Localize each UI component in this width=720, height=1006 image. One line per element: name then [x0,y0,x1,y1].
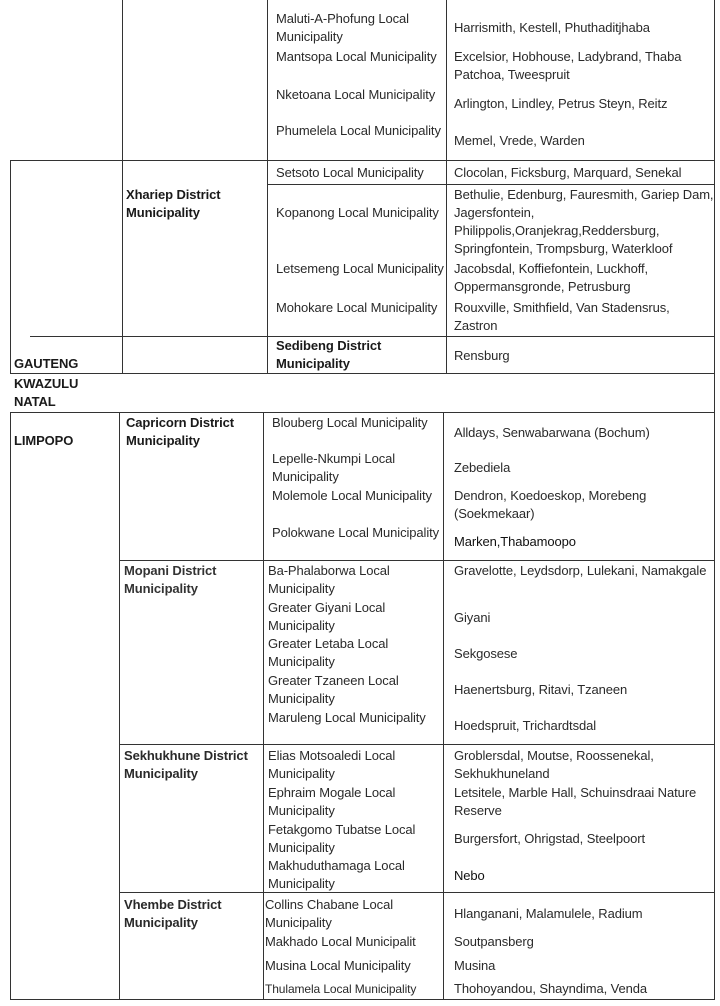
town-list: Rouxville, Smithfield, Van Stadensrus, Zastron [454,300,670,333]
row-divider [120,560,715,561]
province-name: LIMPOPO [14,433,74,448]
municipality-name: Musina Local Municipality [265,958,411,973]
district-name: Sekhukhune District Municipality [124,748,248,781]
municipality-name: Fetakgomo Tubatse Local Municipality [268,822,416,855]
town-list: Harrismith, Kestell, Phuthaditjhaba [454,20,650,35]
col-divider [267,0,268,373]
municipality-name: Letsemeng Local Municipality [276,261,444,276]
district-name: Capricorn District Municipality [126,415,235,448]
row-divider [10,412,715,413]
town-list: Zebediela [454,460,511,475]
municipality-name: Phumelela Local Municipality [276,123,441,138]
town-list: Memel, Vrede, Warden [454,133,585,148]
town-list: Jacobsdal, Koffiefontein, Luckhoff, Oppermansgronde, Petrusburg [454,261,649,294]
town-list: Clocolan, Ficksburg, Marquard, Senekal [454,165,682,180]
town-list: Bethulie, Edenburg, Fauresmith, Gariep Dam, Jagersfontein, Philippolis,Oranjekrag,Reddersburg, Springfontein, Trompsburg, Waterkloof [454,187,714,256]
municipality-name: Greater Letaba Local Municipality [268,636,389,669]
municipality-name: Kopanong Local Municipality [276,205,439,220]
town-list: Groblersdal, Moutse, Roossenekal, Sekhukhuneland [454,748,654,781]
town-list: Gravelotte, Leydsdorp, Lulekani, Namakgale [454,563,707,578]
municipality-name: Lepelle-Nkumpi Local Municipality [272,451,396,484]
municipality-name: Thulamela Local Municipality [265,982,417,996]
province-name: KWAZULU NATAL [14,376,79,409]
municipality-name: Setsoto Local Municipality [276,165,424,180]
municipality-name: Makhado Local Municipalit [265,934,416,949]
row-divider [120,744,715,745]
municipality-name: Mantsopa Local Municipality [276,49,437,64]
municipality-name: Elias Motsoaledi Local Municipality [268,748,396,781]
municipality-name: Greater Tzaneen Local Municipality [268,673,399,706]
municipality-name: Mohokare Local Municipality [276,300,438,315]
municipality-name: Ephraim Mogale Local Municipality [268,785,396,818]
municipality-name: Maluti-A-Phofung Local Municipality [276,11,409,44]
town-list: Marken,Thabamoopo [454,534,576,549]
town-list: Arlington, Lindley, Petrus Steyn, Reitz [454,96,668,111]
row-divider [10,373,715,374]
row-divider [268,184,715,185]
municipality-name: Blouberg Local Municipality [272,415,428,430]
row-divider [10,999,715,1000]
town-list: Soutpansberg [454,934,534,949]
district-name: Xhariep District Municipality [126,187,221,220]
district-name: Mopani District Municipality [124,563,217,596]
municipality-name: Greater Giyani Local Municipality [268,600,386,633]
province-name: GAUTENG [14,356,79,371]
col-divider [119,412,120,1000]
town-list: Thohoyandou, Shayndima, Venda [454,981,647,996]
district-name: Vhembe District Municipality [124,897,222,930]
town-list: Sekgosese [454,646,518,661]
town-list: Hoedspruit, Trichardtsdal [454,718,597,733]
town-list: Alldays, Senwabarwana (Bochum) [454,425,650,440]
municipality-name: Molemole Local Municipality [272,488,432,503]
town-list: Excelsior, Hobhouse, Ladybrand, Thaba Patchoa, Tweespruit [454,49,682,82]
col-divider [10,412,11,1000]
col-divider [446,0,447,373]
municipality-name: Polokwane Local Municipality [272,525,440,540]
town-list: Nebo [454,868,485,883]
col-divider [122,0,123,373]
town-list: Dendron, Koedoeskop, Morebeng (Soekmekaar) [454,488,647,521]
col-divider [10,160,11,373]
town-list: Musina [454,958,496,973]
row-divider [10,160,715,161]
town-list: Burgersfort, Ohrigstad, Steelpoort [454,831,645,846]
district-name: Sedibeng District Municipality [276,338,382,371]
town-list: Hlanganani, Malamulele, Radium [454,906,643,921]
municipality-name: Maruleng Local Municipality [268,710,426,725]
town-list: Letsitele, Marble Hall, Schuinsdraai Nature Reserve [454,785,697,818]
municipality-name: Collins Chabane Local Municipality [265,897,393,930]
municipality-name: Makhuduthamaga Local Municipality [268,858,405,891]
town-list: Rensburg [454,348,510,363]
municipality-name: Nketoana Local Municipality [276,87,436,102]
municipality-name: Ba-Phalaborwa Local Municipality [268,563,390,596]
town-list: Haenertsburg, Ritavi, Tzaneen [454,682,628,697]
town-list: Giyani [454,610,491,625]
